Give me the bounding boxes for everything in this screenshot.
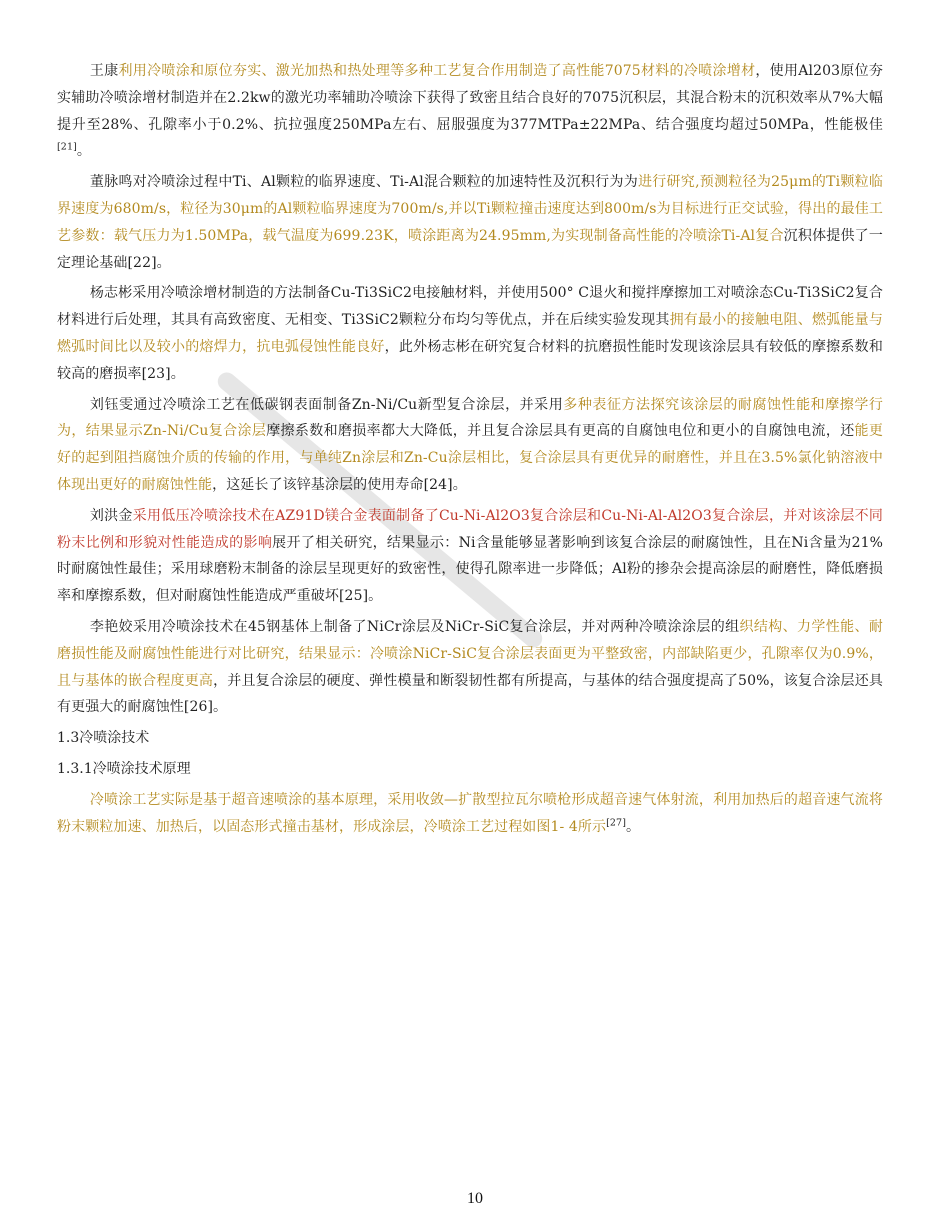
text-segment: 采用低压冷喷涂技术在AZ91D镁合金表面制备了Cu-Ni-Al2O3复合涂层和Cu-Ni-Al-Al2O3复合涂层，并对该涂层不同粉末比例和形貌对性能造成的影响 <box>57 507 883 551</box>
text-segment: ，此外杨志彬在研究复合材料的抗磨损性能时发现该涂层具有较低的摩擦系数和较高的磨损率[23]。 <box>57 338 883 382</box>
subsection-heading: 1.3.1冷喷涂技术原理 <box>57 760 191 777</box>
text-segment: 进行研究,预测粒径为25μm的Ti颗粒临界速度为680m/s，粒径为30μm的Al颗粒临界速度为700m/s,并以Ti颗粒撞击速度达到800m/s为目标进行正交试验，得出的最佳工艺参数：载气压力为1.50MPa，载气温度为699.23K，喷涂距离为24.95mm,为实现制备高性能的冷喷涂Ti-Al复合 <box>57 174 883 244</box>
citation-superscript: [21] <box>57 141 77 153</box>
text-segment: ，并且复合涂层的硬度、弹性模量和断裂韧性都有所提高，与基体的结合强度提高了50%，该复合涂层还具有更强大的耐腐蚀性[26]。 <box>57 672 883 716</box>
text-segment: 刘洪金 <box>89 507 133 524</box>
page-number: 10 <box>467 1190 483 1207</box>
text-segment: 沉积体提供了一定理论基础[22]。 <box>57 227 883 271</box>
text-segment: 摩擦系数和磨损率都大大降低，并且复合涂层具有更高的自腐蚀电位和更小的自腐蚀电流，还 <box>266 423 855 440</box>
text-segment: 刘钰雯通过冷喷涂工艺在低碳钢表面制备Zn-Ni/Cu新型复合涂层，并采用 <box>89 396 564 413</box>
citation-superscript: [27] <box>606 816 626 828</box>
text-segment: 李艳姣采用冷喷涂技术在45钢基体上制备了NiCr涂层及NiCr-SiC复合涂层，并对两种冷喷涂涂层的组 <box>89 618 740 635</box>
text-segment: 多种表征方法探究该涂层的耐腐蚀性能和摩擦学行为，结果显示Zn-Ni/Cu复合涂层 <box>57 396 883 440</box>
document-page <box>57 58 883 844</box>
text-segment: 冷喷涂工艺实际是基于超音速喷涂的基本原理，采用收敛—扩散型拉瓦尔喷枪形成超音速气体射流，利用加热后的超音速气流将粉末颗粒加速、加热后，以固态形式撞击基材，形成涂层，冷喷涂工艺过程如图1- 4所示 <box>57 791 883 835</box>
text-segment: 王康 <box>89 63 119 79</box>
paragraph-6 <box>57 614 883 721</box>
text-segment: 展开了相关研究，结果显示：Ni含量能够显著影响到该复合涂层的耐腐蚀性，且在Ni含量为21%时耐腐蚀性最佳；采用球磨粉末制备的涂层呈现更好的致密性，使得孔隙率进一步降低；Al粉的掺杂会提高涂层的耐磨性，降低磨损率和摩擦系数，但对耐腐蚀性能造成严重破坏[25]。 <box>57 534 884 605</box>
text-segment: ，这延长了该锌基涂层的使用寿命[24]。 <box>212 476 467 493</box>
paragraph-2 <box>57 169 883 276</box>
section-heading: 1.3冷喷涂技术 <box>57 730 150 747</box>
paragraph-5 <box>57 503 883 610</box>
text-segment: 杨志彬采用冷喷涂增材制造的方法制备Cu-Ti3SiC2电接触材料，并使用500° C退火和搅拌摩擦加工对喷涂态Cu-Ti3SiC2复合材料进行后处理，其具有高致密度、无相变、Ti3SiC2颗粒分布均匀等优点，并在后续实验发现其 <box>57 285 883 329</box>
text-segment: 能更好的起到阻挡腐蚀介质的传输的作用，与单纯Zn涂层和Zn-Cu涂层相比，复合涂层具有更优异的耐磨性，并且在3.5%氯化钠溶液中体现出更好的耐腐蚀性能 <box>57 423 883 493</box>
text-segment: 拥有最小的接触电阻、燃弧能量与燃弧时间比以及较小的熔焊力，抗电弧侵蚀性能良好 <box>57 312 884 355</box>
paragraph-7 <box>57 787 883 841</box>
text-segment: 董脉鸣对冷喷涂过程中Ti、Al颗粒的临界速度、Ti-Al混合颗粒的加速特性及沉积行为为 <box>89 174 638 191</box>
paragraph-1 <box>57 58 883 165</box>
paragraph-4 <box>57 392 883 499</box>
text-segment: 。 <box>76 143 92 160</box>
text-segment: 利用冷喷涂和原位夯实、激光加热和热处理等多种工艺复合作用制造了高性能7075材料的冷喷涂增材 <box>118 63 756 79</box>
text-segment: ，使用Al203原位夯实辅助冷喷涂增材制造并在2.2kw的激光功率辅助冷喷涂下获得了致密且结合良好的7075沉积层，其混合粉末的沉积效率从7%大幅提升至28%、孔隙率小于0.2%、抗拉强度250MPa左右、屈服强度为377MTPa±22MPa、结合强度均超过50MPa，性能极佳 <box>57 63 883 133</box>
paragraph-3 <box>57 280 883 387</box>
text-segment: 。 <box>626 818 641 835</box>
text-segment: 织结构、力学性能、耐磨损性能及耐腐蚀性能进行对比研究，结果显示：冷喷涂NiCr-SiC复合涂层表面更为平整致密，内部缺陷更少，孔隙率仅为0.9%，且与基体的嵌合程度更高 <box>57 618 884 689</box>
